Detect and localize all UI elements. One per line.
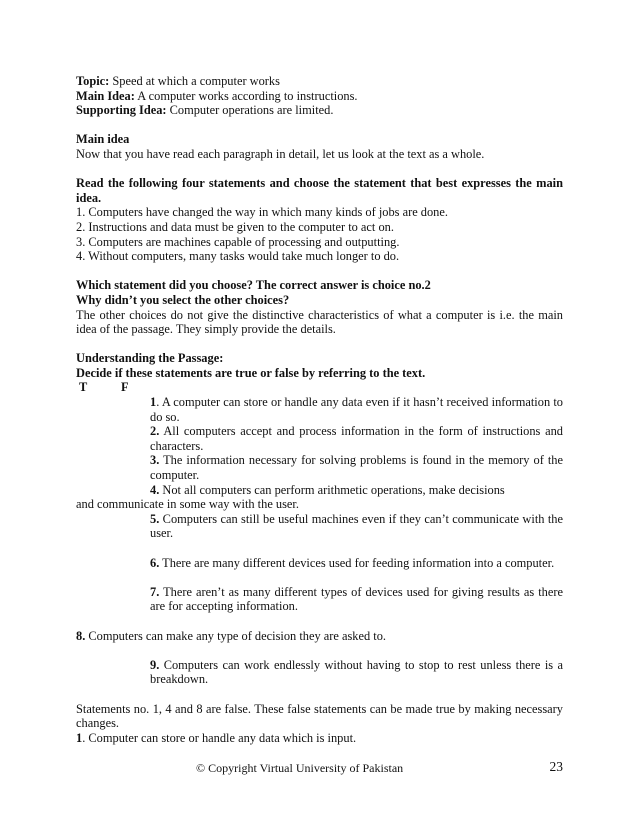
tf-statement-7: 7. There aren’t as many different types of devices used for giving results as there are for accepting information. [150, 584, 563, 614]
statement-3: 3. Computers are machines capable of processing and outputting. [76, 234, 400, 249]
tf-statement-1: 1. A computer can store or handle any data even if it hasn’t received information to do so. [150, 395, 563, 424]
main-idea-heading: Main idea [76, 132, 130, 147]
topic-line [76, 74, 563, 89]
tf-statement-3: 3. The information necessary for solving problems is found in the memory of the computer. [150, 453, 563, 483]
false-column-label: F [121, 380, 129, 395]
true-column-label: T [79, 380, 88, 395]
supporting-idea-label: Supporting Idea: [76, 103, 167, 118]
statement-4: 4. Without computers, many tasks would take much longer to do. [76, 249, 400, 264]
conclusion-paragraph: Statements no. 1, 4 and 8 are false. These false statements can be made true by making necessary changes. [76, 701, 563, 731]
document-page [76, 74, 563, 745]
answer-explanation: The other choices do not give the distinctive characteristics of what a computer is i.e. the main idea of the passage. They simply provide the details. [76, 307, 563, 337]
supporting-idea-text: Computer operations are limited. [166, 103, 334, 118]
topic-text: Speed at which a computer works [109, 74, 280, 88]
tf-statement-6: 6. There are many different devices used for feeding information into a computer. [150, 555, 555, 570]
answer-line: Which statement did you choose? The correct answer is choice no.2 [76, 278, 431, 293]
topic-label: Topic: [76, 74, 110, 88]
tf-statement-4-continuation: and communicate in some way with the user. [76, 497, 299, 512]
copyright-notice: © Copyright Virtual University of Pakistan [196, 761, 404, 775]
statement-1: 1. Computers have changed the way in which many kinds of jobs are done. [76, 205, 448, 220]
main-idea-text: A computer works according to instructions. [134, 88, 358, 103]
corrected-statement-1: 1. Computer can store or handle any data which is input. [76, 730, 357, 745]
tf-statement-5: 5. Computers can still be useful machines even if they can’t communicate with the user. [150, 511, 563, 541]
statement-2: 2. Instructions and data must be given to the computer to act on. [76, 219, 394, 234]
tf-statement-2: 2. All computers accept and process information in the form of instructions and characters. [150, 424, 563, 453]
understanding-heading: Understanding the Passage: [76, 351, 224, 366]
page-number: 23 [549, 759, 563, 774]
main-idea-paragraph: Now that you have read each paragraph in detail, let us look at the text as a whole. [76, 146, 485, 161]
statements-instruction: Read the following four statements and choose the statement that best expresses the main idea. [76, 176, 563, 205]
tf-statement-8: 8. Computers can make any type of decision they are asked to. [76, 628, 387, 643]
tf-statement-9: 9. Computers can work endlessly without having to stop to rest unless there is a breakdown. [150, 657, 563, 687]
supporting-idea-line [76, 103, 563, 118]
understanding-instruction: Decide if these statements are true or false by referring to the text. [76, 365, 426, 380]
tf-statement-4: 4. Not all computers can perform arithmetic operations, make decisions [150, 482, 505, 497]
why-line: Why didn’t you select the other choices? [76, 292, 290, 307]
true-false-header [76, 380, 563, 395]
main-idea-line [76, 89, 563, 104]
main-idea-label: Main Idea: [76, 88, 135, 103]
